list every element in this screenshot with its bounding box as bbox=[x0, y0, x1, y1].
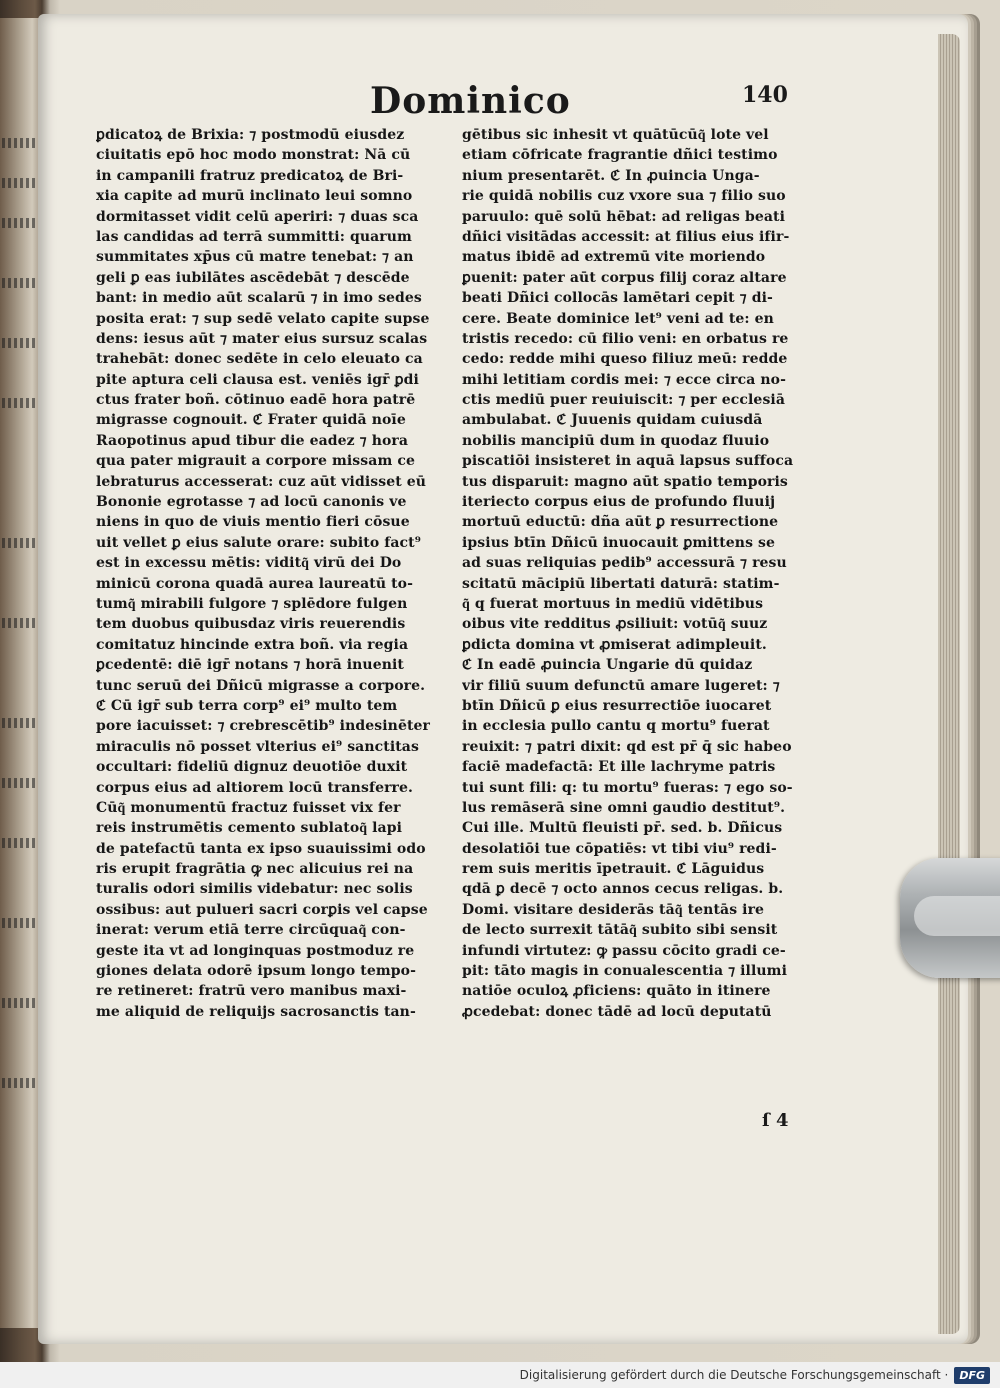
text-line: etiam cōfricate fragrantie dñici testimo bbox=[462, 147, 778, 164]
adjacent-text-bleed bbox=[2, 838, 40, 848]
text-line: lus remāserā sine omni gaudio destitut⁹. bbox=[462, 799, 786, 816]
text-line: tem duobus quibusdaz viris reuerendis bbox=[96, 616, 406, 633]
text-line: uit vellet ꝑ eius salute orare: subito fact⁹ bbox=[96, 534, 421, 551]
text-line: reuixit: ⁊ patri dixit: qd est pr̄ q̄ sic habeo bbox=[462, 738, 792, 755]
text-line: pite aptura celi clausa est. veniēs igr̄ ꝑdi bbox=[96, 371, 419, 388]
text-line: ris erupit fragrātia ꝙ nec alicuius rei na bbox=[96, 861, 414, 878]
funding-credit: Digitalisierung gefördert durch die Deutsche Forschungsgemeinschaft · bbox=[519, 1368, 949, 1382]
text-line: desolatiōi tue cōpatiēs: vt tibi viu⁹ redi- bbox=[462, 840, 777, 857]
text-line: vir filiū suum defunctū amare lugeret: ⁊ bbox=[462, 677, 780, 694]
adjacent-text-bleed bbox=[2, 398, 40, 408]
footer-bar bbox=[0, 1362, 1000, 1388]
text-line: ꝑdicta domina vt ꝓmiserat adimpleuit. bbox=[462, 636, 767, 653]
text-line: matus ibidē ad extremū vite moriendo bbox=[462, 249, 766, 266]
adjacent-text-bleed bbox=[2, 718, 40, 728]
text-line: posita erat: ⁊ sup sedē velato capite supse bbox=[96, 310, 430, 327]
text-line: qdā ꝑ decē ⁊ octo annos cecus religas. b. bbox=[462, 881, 784, 898]
signature-mark: ſ 4 bbox=[762, 1110, 789, 1131]
text-line: geste ita vt ad longinquas postmoduz re bbox=[96, 942, 415, 959]
text-line: natiōe oculoꝝ ꝓficiens: quāto in itinere bbox=[462, 983, 771, 1000]
text-line: ꝑdicatoꝝ de Brixia: ⁊ postmodū eiusdez bbox=[96, 127, 405, 143]
adjacent-text-bleed bbox=[2, 538, 40, 548]
text-line: nium presentarēt. ℭ In ꝓuincia Unga- bbox=[462, 167, 760, 184]
adjacent-text-bleed bbox=[2, 338, 40, 348]
running-header-title: Dominico bbox=[370, 80, 571, 122]
text-line: tui sunt fili: q: tu mortu⁹ fueras: ⁊ ego so- bbox=[462, 779, 793, 796]
text-line: Bononie egrotasse ⁊ ad locū canonis ve bbox=[96, 494, 407, 511]
text-line: corpus eius ad altiorem locū transferre. bbox=[96, 779, 414, 796]
text-line: in ecclesia pullo cantu q mortu⁹ fuerat bbox=[462, 718, 770, 735]
text-line: Domi. visitare desiderās tāq͂ tentās ire bbox=[462, 901, 765, 918]
text-line: mortuū eductū: dña aūt ꝑ resurrectione bbox=[462, 514, 779, 531]
text-line: paruulo: quē solū hēbat: ad religas beati bbox=[462, 208, 786, 225]
text-line: scitatū mācipiū libertati daturā: statim- bbox=[462, 575, 780, 592]
text-line: ossibus: aut pulueri sacri corꝑis vel capse bbox=[96, 901, 428, 918]
text-line: tus disparuit: magno aūt spatio temporis bbox=[462, 473, 788, 490]
text-line: ctus frater boñ. cōtinuo eadē hora patrē bbox=[96, 392, 416, 409]
text-line: niens in quo de viuis mentio fieri cōsue bbox=[96, 514, 410, 531]
folio-number: 140 bbox=[742, 82, 788, 108]
adjacent-text-bleed bbox=[2, 278, 40, 288]
text-line: rem suis meritis īpetrauit. ℭ Lāguidus bbox=[462, 861, 765, 878]
adjacent-text-bleed bbox=[2, 918, 40, 928]
text-line: Raopotinus apud tibur die eadez ⁊ hora bbox=[96, 432, 409, 449]
text-line: rie quidā nobilis cuz vxore sua ⁊ filio suo bbox=[462, 188, 786, 205]
text-line: ꝑcedentē: diē igr̄ notans ⁊ horā inuenit bbox=[96, 657, 404, 674]
text-line: turalis odori similis videbatur: nec solis bbox=[96, 881, 413, 898]
text-line: ad suas reliquias pedib⁹ accessurā ⁊ resu bbox=[462, 555, 787, 572]
text-line: tristis recedo: cū filio veni: en orbatus re bbox=[462, 330, 789, 347]
text-line: mihi letitiam cordis mei: ⁊ ecce circa no- bbox=[462, 371, 787, 388]
text-line: ipsius btīn Dñicū inuocauit ꝑmittens se bbox=[462, 534, 776, 551]
text-line: ambulabat. ℭ Juuenis quidam cuiusdā bbox=[462, 412, 763, 429]
text-line: de patefactū tanta ex ipso suauissimi odo bbox=[96, 840, 426, 857]
text-line: piscatiōi insisteret in aquā lapsus suffoca bbox=[462, 453, 794, 470]
text-line: pore iacuisset: ⁊ crebrescētib⁹ indesinēter bbox=[96, 718, 431, 735]
text-line: xia capite ad murū inclinato leui somno bbox=[96, 188, 413, 205]
text-line: faciē madefactā: Et ille lachryme patris bbox=[462, 759, 776, 776]
text-line: minicū corona quadā aurea laureatū to- bbox=[96, 575, 414, 592]
text-line: est in excessu mētis: viditq͂ virū dei Do bbox=[96, 555, 402, 572]
text-line: migrasse cognouit. ℭ Frater quidā noīe bbox=[96, 412, 406, 429]
text-line: summitates xp̄us cū matre tenebat: ⁊ an bbox=[96, 249, 414, 266]
text-column-left bbox=[96, 125, 441, 1022]
text-line: bant: in medio aūt scalarū ⁊ in imo sedes bbox=[96, 290, 422, 307]
text-line: in campanili fratruz predicatoꝝ de Bri- bbox=[96, 167, 404, 184]
text-line: cedo: redde mihi queso filiuz meū: redde bbox=[462, 351, 788, 368]
adjacent-text-bleed bbox=[2, 1078, 40, 1088]
text-line: infundi virtutez: ꝙ passu cōcito gradi ce- bbox=[462, 942, 786, 959]
dfg-logo: DFG bbox=[954, 1367, 990, 1384]
text-line: nobilis mancipiū dum in quodaz fluuio bbox=[462, 432, 770, 449]
text-line: ꝓcedebat: donec tādē ad locū deputatū bbox=[462, 1003, 772, 1020]
text-line: ctis mediū puer reuiuiscit: ⁊ per ecclesiā bbox=[462, 392, 786, 409]
text-line: tunc seruū dei Dñicū migrasse a corpore. bbox=[96, 677, 426, 694]
text-line: re retineret: fratrū vero manibus maxi- bbox=[96, 983, 407, 1000]
text-line: Cui ille. Multū fleuisti pr̄. sed. b. Dñicus bbox=[462, 820, 783, 837]
text-line: q͂ q fuerat mortuus in mediū vidētibus bbox=[462, 595, 764, 612]
text-line: Cūq͂ monumentū fractuz fuisset vix fer bbox=[96, 799, 401, 816]
text-line: ꝑuenit: pater aūt corpus filij coraz altare bbox=[462, 269, 787, 286]
text-line: btīn Dñicū ꝑ eius resurrectiōe iuocaret bbox=[462, 697, 772, 714]
adjacent-text-bleed bbox=[2, 778, 40, 788]
text-line: me aliquid de reliquijs sacrosanctis tan- bbox=[96, 1003, 416, 1020]
text-line: iteriecto corpus eius de profundo fluuij bbox=[462, 494, 776, 511]
adjacent-text-bleed bbox=[2, 218, 40, 228]
text-line: dormitasset vidit celū aperiri: ⁊ duas sca bbox=[96, 208, 419, 225]
text-line: pit: tāto magis in conualescentia ⁊ illumi bbox=[462, 963, 787, 980]
text-line: trahebāt: donec sedēte in celo eleuato ca bbox=[96, 351, 423, 368]
adjacent-text-bleed bbox=[2, 178, 40, 188]
adjacent-text-bleed bbox=[2, 618, 40, 628]
book-clamp bbox=[900, 858, 1000, 978]
text-line: dñici visitādas accessit: at filius eius ifir- bbox=[462, 228, 790, 245]
text-line: gētibus sic inhesit vt quātūcūq͂ lote vel bbox=[462, 127, 769, 143]
text-line: giones delata odorē ipsum longo tempo- bbox=[96, 963, 417, 980]
text-line: miraculis nō posset vlterius ei⁹ sanctitas bbox=[96, 738, 419, 755]
text-line: geli ꝑ eas iubilātes ascēdebāt ⁊ descēde bbox=[96, 269, 410, 286]
text-line: dens: iesus aūt ⁊ mater eius sursuz scalas bbox=[96, 330, 428, 347]
text-line: tumq͂ mirabili fulgore ⁊ splēdore fulgen bbox=[96, 595, 408, 612]
text-line: ciuitatis epō hoc modo monstrat: Nā cū bbox=[96, 147, 411, 164]
text-line: cere. Beate dominice let⁹ veni ad te: en bbox=[462, 310, 774, 327]
text-line: reis instrumētis cemento sublatoq͂ lapi bbox=[96, 820, 403, 837]
text-line: ℭ In eadē ꝓuincia Ungarie dū quidaz bbox=[462, 657, 753, 674]
page-stack-edges bbox=[938, 34, 960, 1334]
text-line: occultari: fideliū dignuz deuotiōe duxit bbox=[96, 759, 408, 776]
text-line: comitatuz hincinde extra boñ. via regia bbox=[96, 636, 409, 653]
text-line: qua pater migrauit a corpore missam ce bbox=[96, 453, 415, 470]
text-column-right bbox=[462, 125, 817, 1022]
adjacent-text-bleed bbox=[2, 998, 40, 1008]
text-line: las candidas ad terrā summitti: quarum bbox=[96, 228, 412, 245]
text-line: inerat: verum etiā terre circūquaq͂ con- bbox=[96, 922, 406, 939]
text-line: lebraturus accesserat: cuz aūt vidisset eū bbox=[96, 473, 427, 490]
text-line: de lecto surrexit tātāq͂ subito sibi sensit bbox=[462, 922, 778, 939]
text-line: ℭ Cū igr̄ sub terra corp⁹ ei⁹ multo tem bbox=[96, 697, 398, 714]
adjacent-text-bleed bbox=[2, 138, 40, 148]
text-line: oibus vite redditus ꝓsiliuit: votūq͂ suuz bbox=[462, 616, 768, 633]
text-line: beati Dñici collocās lamētari cepit ⁊ di- bbox=[462, 290, 773, 307]
